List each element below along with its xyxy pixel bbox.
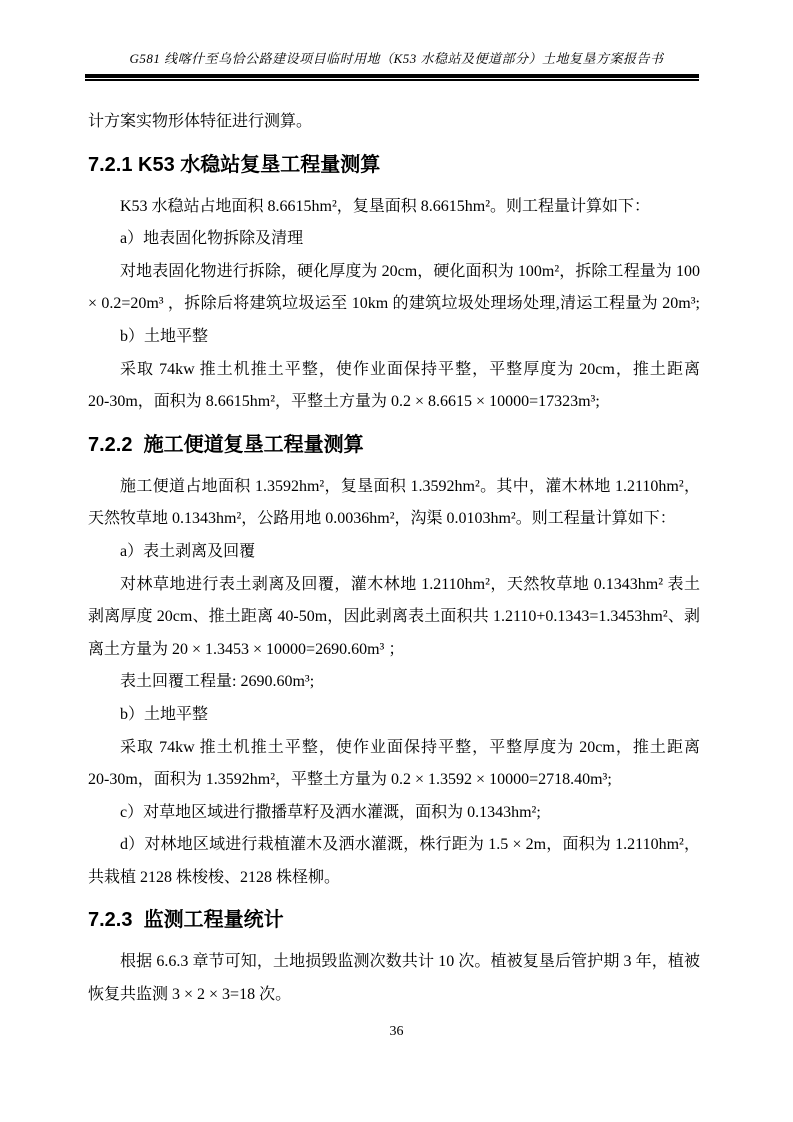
text-line: K53 水稳站占地面积 8.6615hm²，复垦面积 8.6615hm²。则工程量计算如下：: [120, 197, 651, 215]
text-line: 剥离厚度 20cm、推土距离 40-50m，因此剥离表土面积共 1.2110+0.1343=1.3453hm²、剥: [88, 608, 700, 626]
text-line: 表土回覆工程量: 2690.60m³;: [120, 673, 315, 691]
text-line: 20-30m，面积为 8.6615hm²，平整土方量为 0.2 × 8.6615 × 10000=17323m³;: [88, 393, 600, 411]
text-line: b）土地平整: [120, 327, 209, 345]
text-line: 对地表固化物进行拆除，硬化厚度为 20cm，硬化面积为 100m²，拆除工程量为 100: [120, 262, 700, 280]
text-line: × 0.2=20m³ ，拆除后将建筑垃圾运至 10km 的建筑垃圾处理场处理,清运工程量为 20m³;: [88, 295, 700, 313]
text-line: a）地表固化物拆除及清理: [120, 230, 304, 248]
header-rule: [85, 74, 699, 81]
text-line: 恢复共监测 3 × 2 × 3=18 次。: [88, 986, 292, 1004]
text-line: 天然牧草地 0.1343hm²，公路用地 0.0036hm²，沟渠 0.0103hm²。则工程量计算如下：: [88, 510, 676, 528]
section-heading: 7.2.1 K53 水稳站复垦工程量测算: [88, 153, 381, 176]
text-line: 计方案实物形体特征进行测算。: [88, 113, 313, 130]
text-line: 施工便道占地面积 1.3592hm²，复垦面积 1.3592hm²。其中，灌木林地 1.2110hm²，: [120, 477, 700, 495]
text-line: 采取 74kw 推土机推土平整，使作业面保持平整，平整厚度为 20cm，推土距离: [120, 360, 700, 378]
page-header-title: G581 线喀什至乌恰公路建设项目临时用地（K53 水稳站及便道部分）土地复垦方案报告书: [129, 51, 664, 66]
text-line: d）对林地区域进行栽植灌木及洒水灌溉，株行距为 1.5 × 2m，面积为 1.2110hm²，: [120, 836, 700, 854]
page-footer: [0, 1024, 793, 1040]
section-heading: 7.2.3 监测工程量统计: [88, 909, 284, 932]
section-heading: 7.2.2 施工便道复垦工程量测算: [88, 433, 364, 456]
text-line: b）土地平整: [120, 705, 209, 723]
page-number: 36: [389, 1024, 404, 1039]
text-line: 对林草地进行表土剥离及回覆，灌木林地 1.2110hm²，天然牧草地 0.1343hm² 表土: [120, 575, 700, 593]
text-line: 共栽植 2128 株梭梭、2128 株柽柳。: [88, 868, 341, 886]
text-line: c）对草地区域进行撒播草籽及洒水灌溉，面积为 0.1343hm²;: [120, 803, 541, 821]
text-line: 20-30m，面积为 1.3592hm²，平整土方量为 0.2 × 1.3592 × 10000=2718.40m³;: [88, 771, 612, 789]
text-line: 根据 6.6.3 章节可知，土地损毁监测次数共计 10 次。植被复垦后管护期 3 年，植被: [120, 953, 700, 971]
document-body: [88, 106, 700, 1012]
text-line: a）表土剥离及回覆: [120, 542, 256, 560]
text-line: 采取 74kw 推土机推土平整，使作业面保持平整，平整厚度为 20cm，推土距离: [120, 738, 700, 756]
text-line: 离土方量为 20 × 1.3453 × 10000=2690.60m³ ；: [88, 640, 405, 658]
